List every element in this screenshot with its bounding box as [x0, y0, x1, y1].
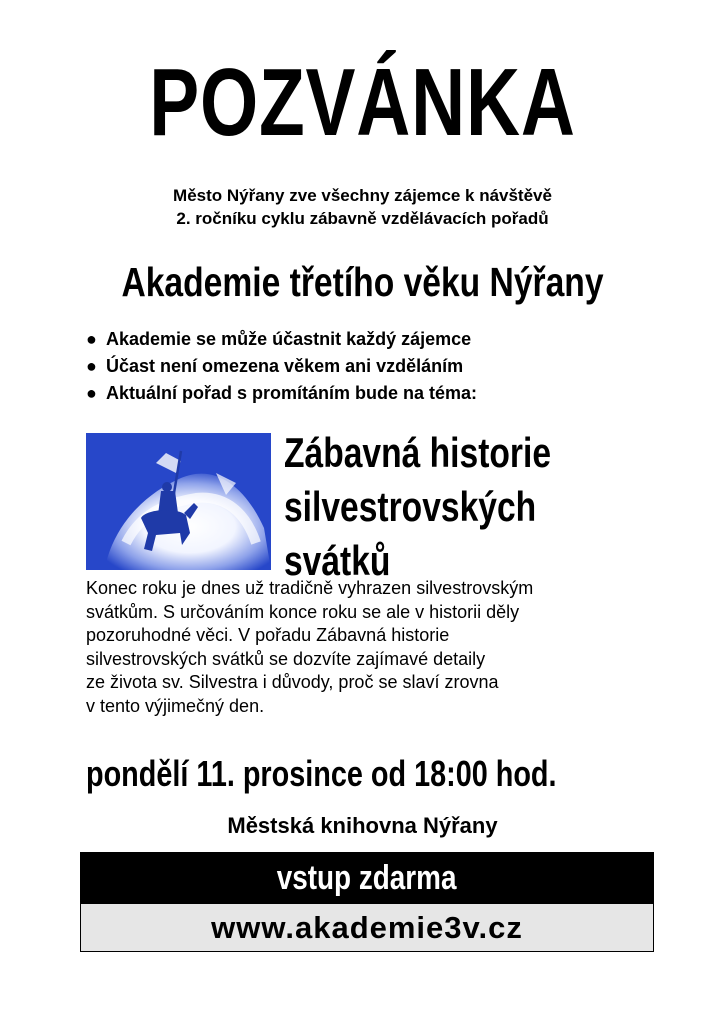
- event-series-heading: Akademie třetího věku Nýřany: [121, 259, 604, 305]
- website-link[interactable]: www.akademie3v.cz: [81, 904, 653, 951]
- description-line: v tento výjimečný den.: [86, 695, 265, 716]
- bullet-icon: ●: [86, 329, 97, 349]
- event-venue: Městská knihovna Nýřany: [227, 813, 498, 838]
- info-bullet-list: [86, 326, 477, 407]
- entry-info-box: [80, 852, 654, 952]
- free-entry-banner: [81, 853, 653, 904]
- intro-line-1: Město Nýřany zve všechny zájemce k návštěvě: [173, 186, 552, 205]
- talk-description: [86, 577, 646, 718]
- free-entry-text: vstup zdarma: [277, 859, 457, 897]
- talk-title-line-2: silvestrovských: [284, 483, 537, 530]
- bullet-text: Účast není omezena věkem ani vzděláním: [106, 356, 464, 376]
- intro-line-2: 2. ročníku cyklu zábavně vzdělávacích pořadů: [176, 209, 549, 228]
- horseman-statue-image: [86, 433, 271, 570]
- bullet-text: Aktuální pořad s promítáním bude na téma:: [106, 383, 478, 403]
- talk-title-line-1: Zábavná historie: [284, 429, 552, 476]
- bullet-text: Akademie se může účastnit každý zájemce: [106, 329, 472, 349]
- description-line: silvestrovských svátků se dozvíte zajímavé detaily: [86, 648, 486, 669]
- intro-text: [0, 184, 725, 230]
- bullet-icon: ●: [86, 356, 97, 376]
- page-title: POZVÁNKA: [149, 49, 576, 156]
- talk-title-line-3: svátků: [284, 537, 391, 584]
- event-date-time: pondělí 11. prosince od 18:00 hod.: [86, 753, 557, 794]
- talk-title: [284, 426, 604, 588]
- list-item: [86, 380, 477, 407]
- description-line: pozoruhodné věci. V pořadu Zábavná historie: [86, 625, 450, 645]
- description-line: ze života sv. Silvestra i důvody, proč se slaví zrovna: [86, 672, 499, 692]
- list-item: [86, 326, 477, 353]
- bullet-icon: ●: [86, 383, 97, 403]
- list-item: [86, 353, 477, 380]
- description-line: Konec roku je dnes už tradičně vyhrazen silvestrovským: [86, 578, 534, 598]
- description-line: svátkům. S určováním konce roku se ale v historii děly: [86, 601, 520, 622]
